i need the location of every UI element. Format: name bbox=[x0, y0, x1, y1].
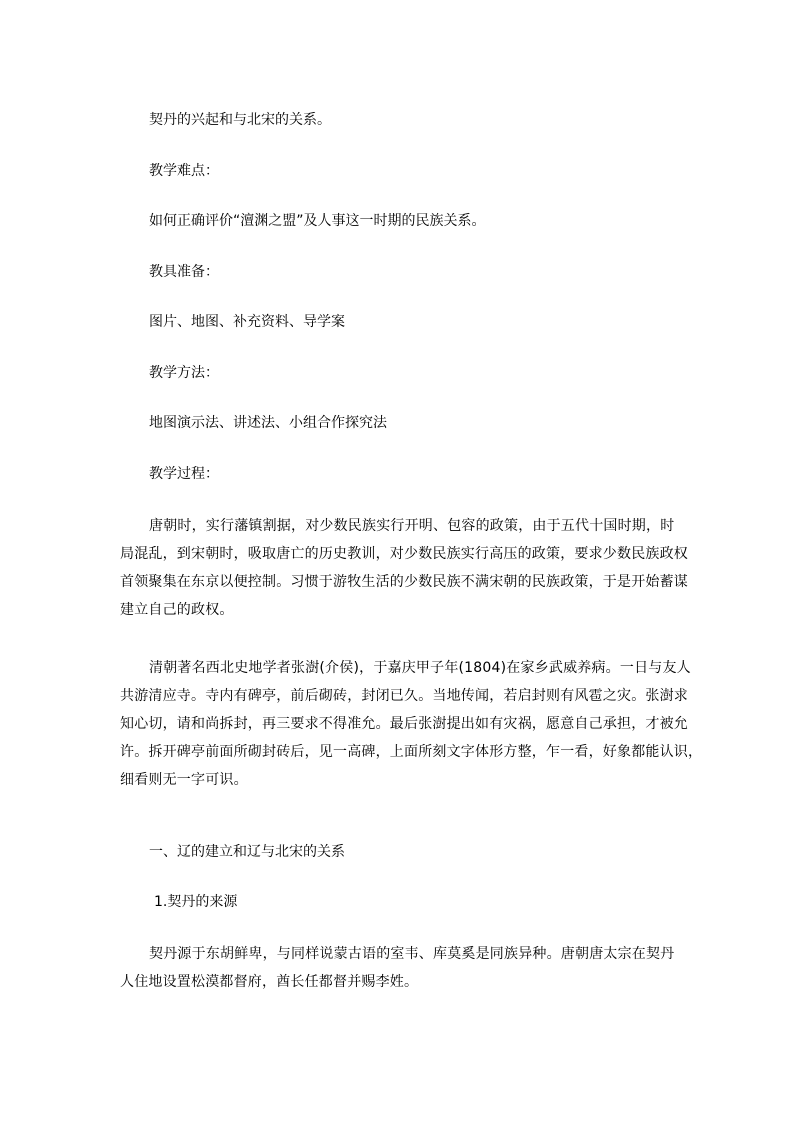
paragraph-line: 细看则无一字可识。 bbox=[120, 772, 248, 788]
teaching-process-heading: 教学过程： bbox=[149, 466, 219, 482]
teaching-tools-text: 图片、地图、补充资料、导学案 bbox=[149, 314, 345, 330]
paragraph-line: 清朝著名西北史地学者张澍(介侯)，于嘉庆甲子年(1804)在家乡武威养病。一日与友人 bbox=[149, 660, 691, 676]
paragraph-line: 共游清应寺。寺内有碑亭，前后砌砖，封闭已久。当地传闻，若启封则有风雹之灾。张澍求 bbox=[120, 688, 688, 704]
paragraph-line: 知心切，请和尚拆封，再三要求不得准允。最后张澍提出如有灾祸，愿意自己承担，才被允 bbox=[120, 716, 688, 732]
teaching-methods-text: 地图演示法、讲述法、小组合作探究法 bbox=[149, 415, 387, 431]
teaching-difficulty-heading: 教学难点： bbox=[149, 163, 219, 179]
paragraph-line: 许。拆开碑亭前面所砌封砖后，见一高碑，上面所刻文字体形方整，乍一看，好象都能认识， bbox=[120, 744, 703, 760]
paragraph-line: 首领聚集在东京以便控制。习惯于游牧生活的少数民族不满宋朝的民族政策，于是开始蓄谋 bbox=[120, 574, 688, 590]
paragraph-line: 局混乱，到宋朝时，吸取唐亡的历史教训，对少数民族实行高压的政策，要求少数民族政权 bbox=[120, 546, 688, 562]
paragraph-khitan-origin bbox=[120, 940, 685, 996]
paragraph-line: 建立自己的政权。 bbox=[120, 602, 234, 618]
paragraph-tang-song-policy bbox=[120, 512, 688, 624]
intro-line: 契丹的兴起和与北宋的关系。 bbox=[149, 112, 331, 128]
paragraph-line: 契丹源于东胡鲜卑，与同样说蒙古语的室韦、库莫奚是同族异种。唐朝唐太宗在契丹 bbox=[149, 946, 675, 962]
teaching-methods-heading: 教学方法： bbox=[149, 365, 219, 381]
teaching-tools-heading: 教具准备： bbox=[149, 264, 219, 280]
paragraph-line: 人住地设置松漠都督府，酋长任都督并赐李姓。 bbox=[120, 974, 419, 990]
subsection-heading: 1.契丹的来源 bbox=[154, 894, 238, 910]
paragraph-line: 唐朝时，实行藩镇割据，对少数民族实行开明、包容的政策，由于五代十国时期，时 bbox=[149, 518, 675, 534]
paragraph-zhang-shu-story bbox=[120, 654, 703, 794]
teaching-difficulty-text: 如何正确评价“澶渊之盟”及人事这一时期的民族关系。 bbox=[149, 213, 486, 229]
section-heading: 一、辽的建立和辽与北宋的关系 bbox=[149, 844, 345, 860]
